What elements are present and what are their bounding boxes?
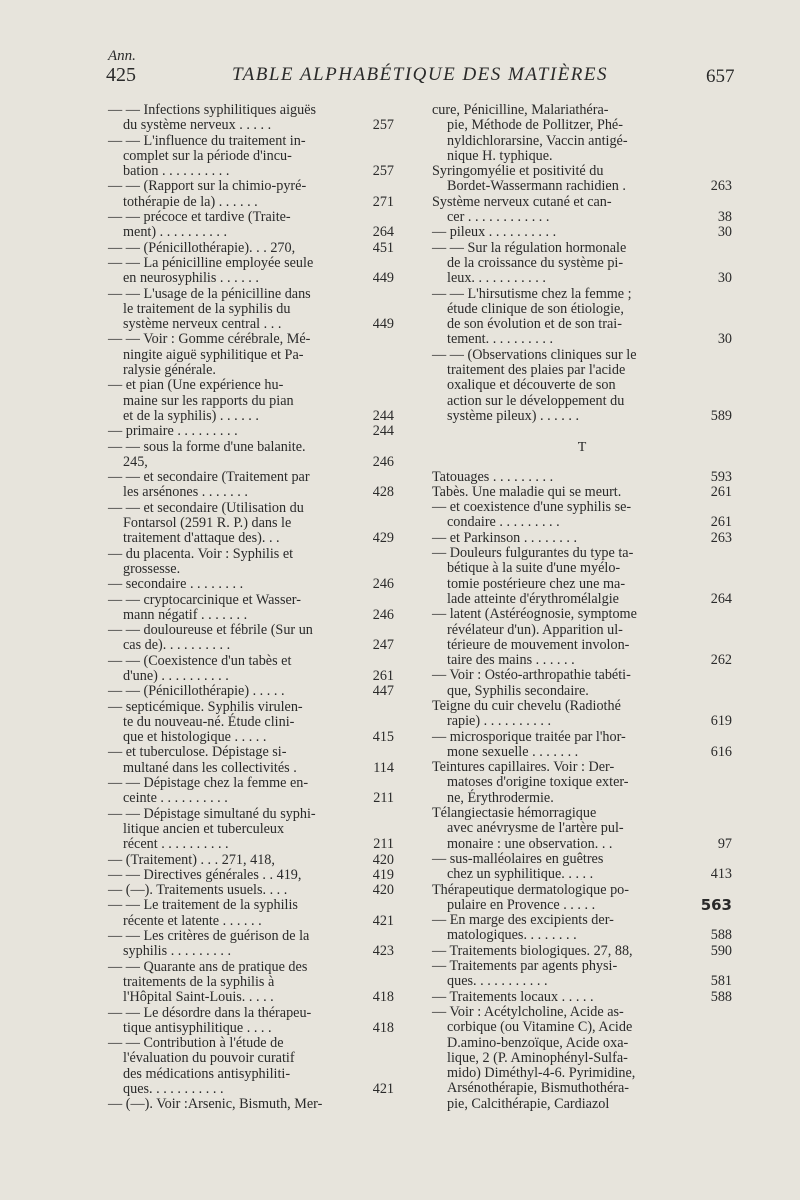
index-entry [432,531,732,546]
index-entry [108,745,394,776]
index-entry [108,1097,394,1112]
index-entry [108,868,394,883]
entry-page-number: 261 [372,667,394,684]
entry-line: révélateur d'un). Apparition ul- [447,621,623,638]
entry-line: — (Traitement) . . . 271, 418, [108,851,275,868]
entry-line: — du placenta. Voir : Syphilis et [108,545,294,562]
entry-line: ques. . . . . . . . . . . [123,1081,224,1097]
index-column-left [108,103,394,1113]
entry-line: Teintures capillaires. Voir : Der- [432,759,615,776]
entry-line: maine sur les rapports du pian [123,392,294,409]
entry-line: nique H. typhique. [447,147,553,164]
entry-line: — — précoce et tardive (Traite- [108,209,291,226]
entry-page-number: 619 [710,713,732,730]
entry-line: Fontarsol (2591 R. P.) dans le [123,515,292,532]
entry-line: système pileux) . . . . . . [447,407,580,424]
index-entry [432,546,732,607]
index-entry [432,103,732,164]
entry-page-number: 415 [372,729,394,746]
section-letter: T [577,440,587,456]
entry-line: complet sur la période d'incu- [123,147,292,164]
entry-line: ment) . . . . . . . . . . [123,224,228,241]
entry-line: syphilis . . . . . . . . . [123,943,231,960]
entry-line: ralysie générale. [123,362,216,379]
entry-line: — et tuberculose. Dépistage si- [108,744,287,761]
entry-line: Bordet-Wassermann rachidien . [447,178,626,195]
entry-line: — et coexistence d'une syphilis se- [432,499,632,516]
index-entry [432,760,732,806]
entry-line: mann négatif . . . . . . . [123,606,248,623]
entry-page-number: 246 [372,576,394,593]
entry-line: — — et secondaire (Traitement par [108,469,310,486]
entry-line: — — Quarante ans de pratique des [108,958,308,975]
index-entry [108,1036,394,1097]
index-entry [108,103,394,134]
entry-page-number: 588 [710,927,732,944]
index-entry [432,668,732,699]
index-entry [432,225,732,240]
entry-page-number: 581 [710,973,732,990]
entry-page-number: 593 [710,468,732,485]
entry-page-number: 263 [710,178,732,195]
entry-line: — — L'hirsutisme chez la femme ; [432,285,632,302]
index-entry [432,913,732,944]
entry-line: — (—). Voir :Arsenic, Bismuth, Mer- [108,1096,323,1113]
entry-line: — Voir : Ostéo-arthropathie tabéti- [432,667,631,684]
index-entry [108,378,394,424]
entry-line: ceinte . . . . . . . . . . [123,790,228,807]
index-entry [108,577,394,592]
entry-line: 245, [123,453,148,470]
entry-line: lique, 2 (P. Aminophényl-Sulfa- [447,1049,628,1066]
entry-line: — — Le désordre dans la thérapeu- [108,1004,312,1021]
entry-line: que, Syphilis secondaire. [447,682,589,699]
entry-line: Télangiectasie hémorragique [432,805,597,822]
entry-line: — Douleurs fulgurantes du type ta- [432,545,634,562]
entry-page-number: 244 [372,423,394,440]
index-entry [432,883,732,914]
entry-line: Tabès. Une maladie qui se meurt. [432,483,622,500]
entry-line: — — La pénicilline employée seule [108,254,314,271]
entry-page-number: 262 [710,652,732,669]
entry-line: du système nerveux . . . . . [123,117,272,134]
entry-line: — — et secondaire (Utilisation du [108,499,304,516]
entry-page-number: 38 [717,209,732,226]
entry-line: — septicémique. Syphilis virulen- [108,698,303,715]
entry-line: matologiques. . . . . . . . [447,927,577,944]
entry-line: — — L'influence du traitement in- [108,132,306,149]
entry-line: — — Directives générales . . 419, [108,866,302,883]
entry-line: — et Parkinson . . . . . . . . [432,529,578,546]
index-column-right [432,103,732,1112]
entry-page-number: 590 [710,942,732,959]
entry-line: chez un syphilitique. . . . . [447,866,594,883]
index-entry [108,1006,394,1037]
index-entry [432,852,732,883]
index-entry [108,440,394,471]
entry-page-number: 264 [372,224,394,241]
entry-line: et de la syphilis) . . . . . . [123,407,259,424]
entry-page-number: 30 [717,331,732,348]
entry-page-number: 246 [372,453,394,470]
entry-line: — primaire . . . . . . . . . [108,423,238,440]
index-entry [108,623,394,654]
entry-line: Thérapeutique dermatologique po- [432,881,629,898]
index-entry [108,776,394,807]
entry-line: traitement d'attaque des). . . [123,530,280,547]
entry-line: — — Dépistage chez la femme en- [108,775,309,792]
entry-line: tement. . . . . . . . . . [447,331,553,348]
entry-line: lade atteinte d'érythromélalgie [447,590,619,607]
index-entry [108,424,394,439]
entry-line: — — Sur la régulation hormonale [432,239,627,256]
entry-line: — (—). Traitements usuels. . . . [108,882,288,899]
entry-line: — latent (Astéréognosie, symptome [432,606,637,623]
index-entry [108,929,394,960]
entry-page-number: 429 [372,530,394,547]
entry-line: pie, Calcithérapie, Cardiazol [447,1095,610,1112]
index-entry [108,853,394,868]
entry-line: récent . . . . . . . . . . [123,836,229,853]
entry-page-number: 263 [710,529,732,546]
entry-line: — — Infections syphilitiques aiguës [108,102,317,118]
header-right-page-number: 657 [706,66,735,87]
entry-page-number: 261 [710,514,732,531]
entry-line: — — cryptocarcinique et Wasser- [108,591,301,608]
entry-line: — Traitements par agents physi- [432,958,618,975]
entry-line: ningite aiguë syphilitique et Pa- [123,346,304,363]
entry-line: cure, Pénicilline, Malariathéra- [432,102,609,118]
entry-page-number: 563 [700,895,732,914]
entry-page-number: 211 [373,790,394,807]
entry-line: pie, Méthode de Pollitzer, Phé- [447,117,623,134]
entry-page-number: 261 [710,483,732,500]
index-entry [108,807,394,853]
entry-line: te du nouveau-né. Étude clini- [123,713,295,730]
entry-line: — — (Coexistence d'un tabès et [108,652,292,669]
entry-line: leux. . . . . . . . . . . [447,270,546,287]
index-entry [432,730,732,761]
entry-page-number: 246 [372,606,394,623]
entry-line: mone sexuelle . . . . . . . [447,743,579,760]
entry-page-number: 30 [717,270,732,287]
entry-line: — — L'usage de la pénicilline dans [108,285,311,302]
index-entry [432,241,732,287]
entry-line: — — (Rapport sur la chimio-pyré- [108,178,307,195]
entry-line: — secondaire . . . . . . . . [108,576,244,593]
entry-line: Syringomyélie et positivité du [432,163,604,180]
entry-line: — pileux . . . . . . . . . . [432,224,557,241]
entry-page-number: 30 [717,224,732,241]
entry-page-number: 419 [372,866,394,883]
index-entry [432,699,732,730]
entry-line: traitements de la syphilis à [123,973,275,990]
index-entry [432,195,732,226]
index-entry [432,990,732,1005]
entry-line: — — (Pénicillothérapie). . . 270, [108,239,296,256]
entry-line: les arsénones . . . . . . . [123,484,248,501]
entry-line: multané dans les collectivités . [123,759,297,776]
entry-page-number: 211 [373,836,394,853]
entry-page-number: 418 [372,989,394,1006]
entry-line: action sur le développement du [447,392,625,409]
entry-page-number: 247 [372,637,394,654]
entry-line: système nerveux central . . . [123,316,282,333]
entry-line: pulaire en Provence . . . . . [447,896,596,913]
entry-line: taire des mains . . . . . . [447,652,575,669]
entry-line: l'évaluation du pouvoir curatif [123,1050,295,1067]
entry-line: matoses d'origine toxique exter- [447,774,629,791]
entry-page-number: 244 [372,407,394,424]
index-entry [432,470,732,485]
entry-line: condaire . . . . . . . . . [447,514,560,531]
index-entry [108,179,394,210]
index-entry [432,500,732,531]
index-entry [432,164,732,195]
index-entry [108,593,394,624]
entry-line: tomie postérieure chez une ma- [447,575,626,592]
index-entry [432,1005,732,1112]
index-entry [108,547,394,578]
index-entry [432,959,732,990]
index-entry [432,806,732,852]
entry-line: de la croissance du système pi- [447,254,624,271]
entry-line: bétique à la suite d'une myélo- [447,560,621,577]
entry-line: récente et latente . . . . . . [123,912,262,929]
entry-line: des médications antisyphiliti- [123,1065,291,1082]
entry-line: — et pian (Une expérience hu- [108,377,284,394]
index-entry [108,210,394,241]
index-entry [432,607,732,668]
entry-line: d'une) . . . . . . . . . . [123,667,229,684]
entry-page-number: 451 [372,239,394,256]
entry-line: — Traitements locaux . . . . . [432,988,594,1005]
header-annotation: Ann. [108,48,136,64]
entry-page-number: 588 [710,988,732,1005]
index-entry [432,287,732,348]
header-left-page-number: 425 [106,64,136,86]
entry-line: le traitement de la syphilis du [123,300,291,317]
entry-line: — — (Pénicillothérapie) . . . . . [108,683,285,700]
entry-line: — microsporique traitée par l'hor- [432,728,626,745]
entry-line: mido) Diméthyl-4-6. Pyrimidine, [447,1065,636,1082]
index-entry [108,287,394,333]
index-entry [108,654,394,685]
entry-line: bation . . . . . . . . . . [123,163,230,180]
entry-line: Arsénothérapie, Bismuthothéra- [447,1080,630,1097]
entry-line: monaire : une observation. . . [447,835,613,852]
entry-line: rapie) . . . . . . . . . . [447,713,552,730]
index-entry [432,485,732,500]
entry-page-number: 421 [372,1081,394,1097]
entry-page-number: 449 [372,270,394,287]
index-entry [108,470,394,501]
entry-line: oxalique et découverte de son [447,377,616,394]
entry-line: que et histologique . . . . . [123,729,267,746]
entry-page-number: 420 [372,851,394,868]
entry-page-number: 423 [372,943,394,960]
entry-page-number: 449 [372,316,394,333]
entry-page-number: 114 [373,759,394,776]
entry-line: tique antisyphilitique . . . . [123,1019,272,1036]
entry-line: — — Les critères de guérison de la [108,928,310,945]
index-entry [432,348,732,424]
index-entry [108,684,394,699]
entry-page-number: 420 [372,882,394,899]
entry-line: — En marge des excipients der- [432,912,614,929]
entry-page-number: 428 [372,484,394,501]
entry-line: ques. . . . . . . . . . . [447,973,548,990]
entry-line: — — Contribution à l'étude de [108,1035,284,1052]
entry-line: D.amino-benzoïque, Acide oxa- [447,1034,629,1051]
index-entry [432,944,732,959]
entry-page-number: 271 [372,193,394,210]
entry-line: Tatouages . . . . . . . . . [432,468,554,485]
entry-line: — — douloureuse et fébrile (Sur un [108,622,313,639]
entry-page-number: 616 [710,743,732,760]
entry-line: ne, Érythrodermie. [447,789,554,806]
entry-line: de son évolution et de son trai- [447,316,622,333]
index-entry [108,960,394,1006]
entry-line: Système nerveux cutané et can- [432,193,612,210]
entry-line: — — Dépistage simultané du syphi- [108,805,316,822]
index-entry [108,700,394,746]
entry-page-number: 413 [710,866,732,883]
entry-line: étude clinique de son étiologie, [447,300,624,317]
entry-line: — — (Observations cliniques sur le [432,346,637,363]
entry-page-number: 447 [372,683,394,700]
entry-line: térieure de mouvement involon- [447,636,630,653]
page-title: TABLE ALPHABÉTIQUE DES MATIÈRES [232,64,608,85]
entry-line: nyldichlorarsine, Vaccin antigé- [447,132,628,149]
entry-page-number: 421 [372,912,394,929]
entry-line: l'Hôpital Saint-Louis. . . . . [123,989,274,1006]
entry-line: cer . . . . . . . . . . . . [447,209,550,226]
entry-line: cas de). . . . . . . . . . [123,637,231,654]
entry-line: en neurosyphilis . . . . . . [123,270,259,287]
entry-line: — Traitements biologiques. 27, 88, [432,942,633,959]
entry-line: tothérapie de la) . . . . . . [123,193,258,210]
entry-line: — Voir : Acétylcholine, Acide as- [432,1003,624,1020]
entry-page-number: 589 [710,407,732,424]
index-entry [108,883,394,898]
entry-line: Teigne du cuir chevelu (Radiothé [432,697,621,714]
entry-line: traitement des plaies par l'acide [447,362,626,379]
index-entry [108,332,394,378]
entry-page-number: 264 [710,590,732,607]
entry-line: corbique (ou Vitamine C), Acide [447,1019,633,1036]
index-entry [108,256,394,287]
entry-page-number: 418 [372,1019,394,1036]
entry-line: litique ancien et tuberculeux [123,820,285,837]
index-entry [108,898,394,929]
entry-line: — — Le traitement de la syphilis [108,897,298,914]
index-entry [108,241,394,256]
entry-page-number: 257 [372,163,394,180]
entry-page-number: 257 [372,117,394,134]
entry-line: avec anévrysme de l'artère pul- [447,820,624,837]
entry-line: — — sous la forme d'une balanite. [108,438,306,455]
entry-page-number: 97 [717,835,732,852]
index-entry [108,501,394,547]
index-entry [108,134,394,180]
entry-line: grossesse. [123,560,181,577]
entry-line: — — Voir : Gomme cérébrale, Mé- [108,331,311,348]
entry-line: — sus-malléolaires en guêtres [432,850,604,867]
